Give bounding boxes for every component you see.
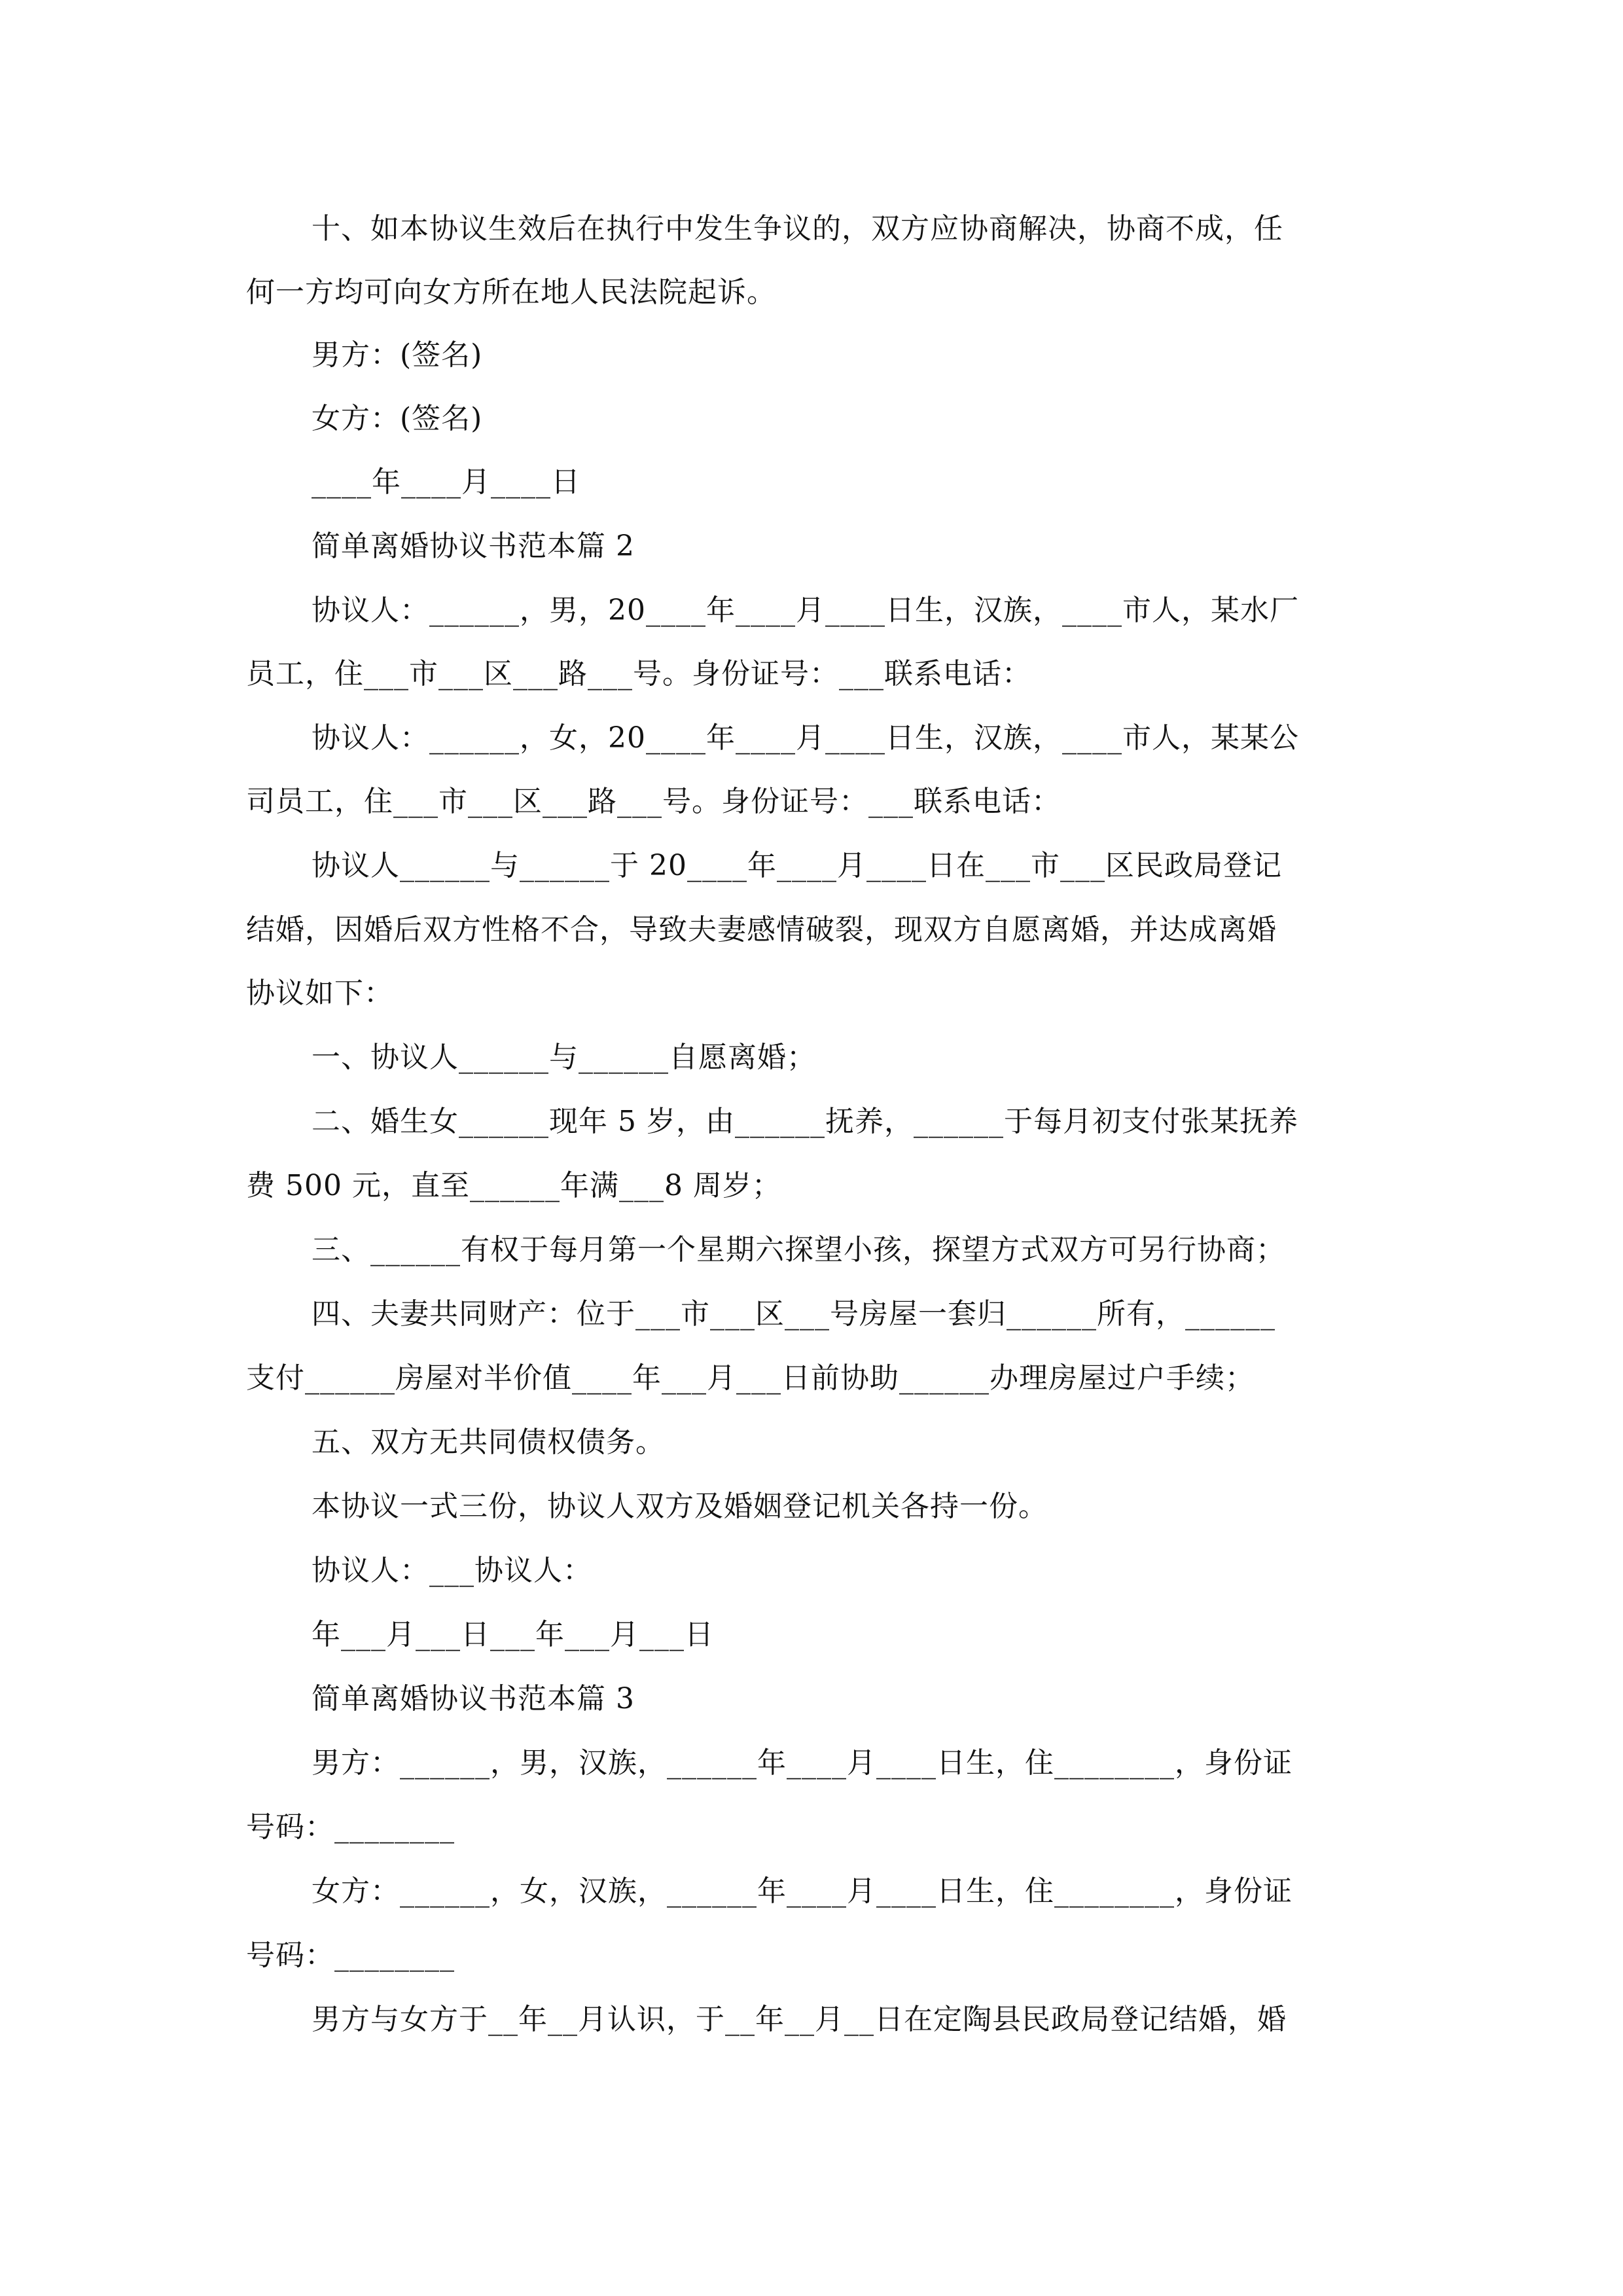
paragraph-line: 司员工，住___市___区___路___号。身份证号：___联系电话： [246, 785, 1061, 818]
date-line: ____年____月____日 [312, 465, 580, 499]
signature-line: 协议人：___协议人： [312, 1554, 592, 1587]
clause-line: 五、双方无共同债权债务。 [312, 1426, 665, 1459]
paragraph-line: 男方与女方于__年__月认识，于__年__月__日在定陶县民政局登记结婚，婚 [312, 2003, 1287, 2036]
clause-line: 四、夫妻共同财产：位于___市___区___号房屋一套归______所有，______ [312, 1297, 1275, 1331]
paragraph-line: 号码：________ [246, 1810, 455, 1844]
section-heading: 简单离婚协议书范本篇 2 [312, 529, 635, 563]
date-line: 年___月___日___年___月___日 [312, 1618, 714, 1651]
clause-line: 费 500 元，直至______年满___8 周岁； [246, 1169, 781, 1202]
clause-line: 一、协议人______与______自愿离婚； [312, 1041, 816, 1074]
signature-line-male: 男方：(签名) [312, 338, 483, 372]
paragraph-line: 男方：______，男，汉族，______年____月____日生，住________，身份证 [312, 1746, 1293, 1780]
paragraph-line: 协议人______与______于 20____年____月____日在___市___区民政局登记 [312, 849, 1282, 882]
signature-line-female: 女方：(签名) [312, 402, 483, 435]
paragraph-line: 何一方均可向女方所在地人民法院起诉。 [246, 276, 776, 309]
paragraph-line: 结婚，因婚后双方性格不合，导致夫妻感情破裂，现双方自愿离婚，并达成离婚 [246, 913, 1277, 946]
clause-line: 二、婚生女______现年 5 岁，由______抚养，______于每月初支付张某抚养 [312, 1105, 1298, 1138]
paragraph-line: 协议人：______，男，20____年____月____日生，汉族，____市人，某水厂 [312, 594, 1299, 627]
paragraph-line: 员工，住___市___区___路___号。身份证号：___联系电话： [246, 657, 1031, 691]
paragraph-line: 号码：________ [246, 1939, 455, 1972]
paragraph-line: 协议如下： [246, 977, 393, 1010]
clause-line: 三、______有权于每月第一个星期六探望小孩，探望方式双方可另行协商； [312, 1233, 1285, 1266]
paragraph-line: 女方：______，女，汉族，______年____月____日生，住________，身份证 [312, 1874, 1293, 1908]
clause-line: 支付______房屋对半价值____年___月___日前协助______办理房屋过户手续； [246, 1361, 1255, 1395]
paragraph-line: 本协议一式三份，协议人双方及婚姻登记机关各持一份。 [312, 1490, 1048, 1523]
paragraph-line: 协议人：______，女，20____年____月____日生，汉族，____市人，某某公 [312, 721, 1299, 755]
paragraph-line: 十、如本协议生效后在执行中发生争议的，双方应协商解决，协商不成，任 [312, 212, 1283, 245]
section-heading: 简单离婚协议书范本篇 3 [312, 1682, 635, 1715]
